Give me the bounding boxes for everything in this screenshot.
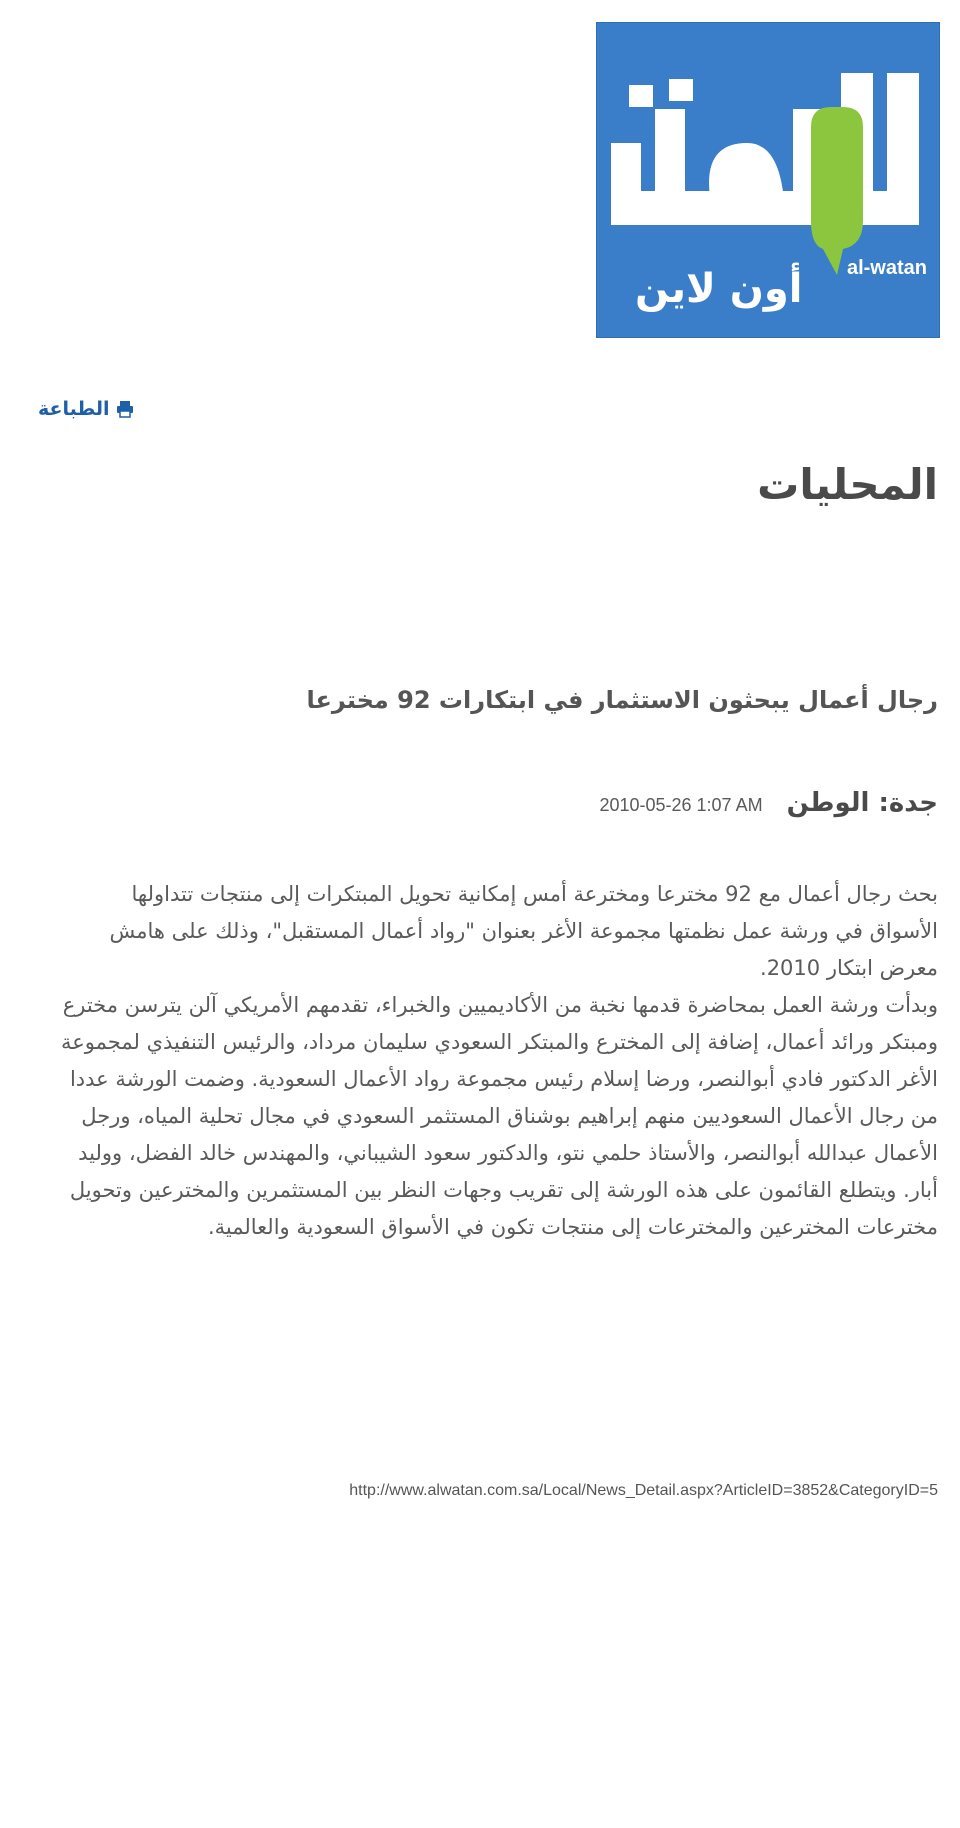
printer-icon — [116, 400, 134, 418]
logo-latin-name: al-watan — [846, 257, 927, 279]
logo-online-text: أون لاين — [635, 266, 803, 312]
section-title: المحليات — [757, 460, 938, 509]
article-date: 2010-05-26 1:07 AM — [599, 795, 763, 815]
article-paragraph: وبدأت ورشة العمل بمحاضرة قدمها نخبة من الأكاديميين والخبراء، تقدمهم الأمريكي آلن يترسن مخترع ومبتكر ورائد أعمال، إضافة إلى المخترع والمبتكر السعودي سليمان مرداد، والرئيس التنفيذي لمجموعة الأغر الدكتور فادي أبوالنصر، ورضا إسلام رئيس مجموعة رواد الأعمال السعودية. وضمت الورشة عددا من رجال الأعمال السعوديين منهم إبراهيم بوشناق المستثمر السعودي في مجال تحلية المياه، ورجل الأعمال عبدالله أبوالنصر، والأستاذ حلمي نتو، والدكتور سعود الشيباني، والمهندس خالد الفضل، ووليد أبار. ويتطلع القائمون على هذه الورشة إلى تقريب وجهات النظر بين المستثمرين والمخترعين وتحويل مخترعات المخترعين والمخترعات إلى منتجات تكون في الأسواق السعودية والعالمية. — [61, 993, 938, 1239]
article-paragraph: بحث رجال أعمال مع 92 مخترعا ومخترعة أمس إمكانية تحويل المبتكرات إلى منتجات تتداولها الأسواق في ورشة عمل نظمتها مجموعة الأغر بعنوان "رواد أعمال المستقبل"، وذلك على هامش معرض ابتكار 2010. — [109, 882, 938, 980]
article-body — [58, 876, 938, 1246]
article-headline: رجال أعمال يبحثون الاستثمار في ابتكارات 92 مخترعا — [306, 686, 938, 714]
print-label: الطباعة — [38, 398, 110, 420]
article-source-url[interactable]: http://www.alwatan.com.sa/Local/News_Detail.aspx?ArticleID=3852&CategoryID=5 — [349, 1482, 938, 1499]
article-byline — [599, 788, 938, 818]
alwatan-logo — [596, 22, 940, 338]
article-source: جدة: الوطن — [786, 788, 938, 818]
print-link[interactable] — [38, 398, 134, 420]
